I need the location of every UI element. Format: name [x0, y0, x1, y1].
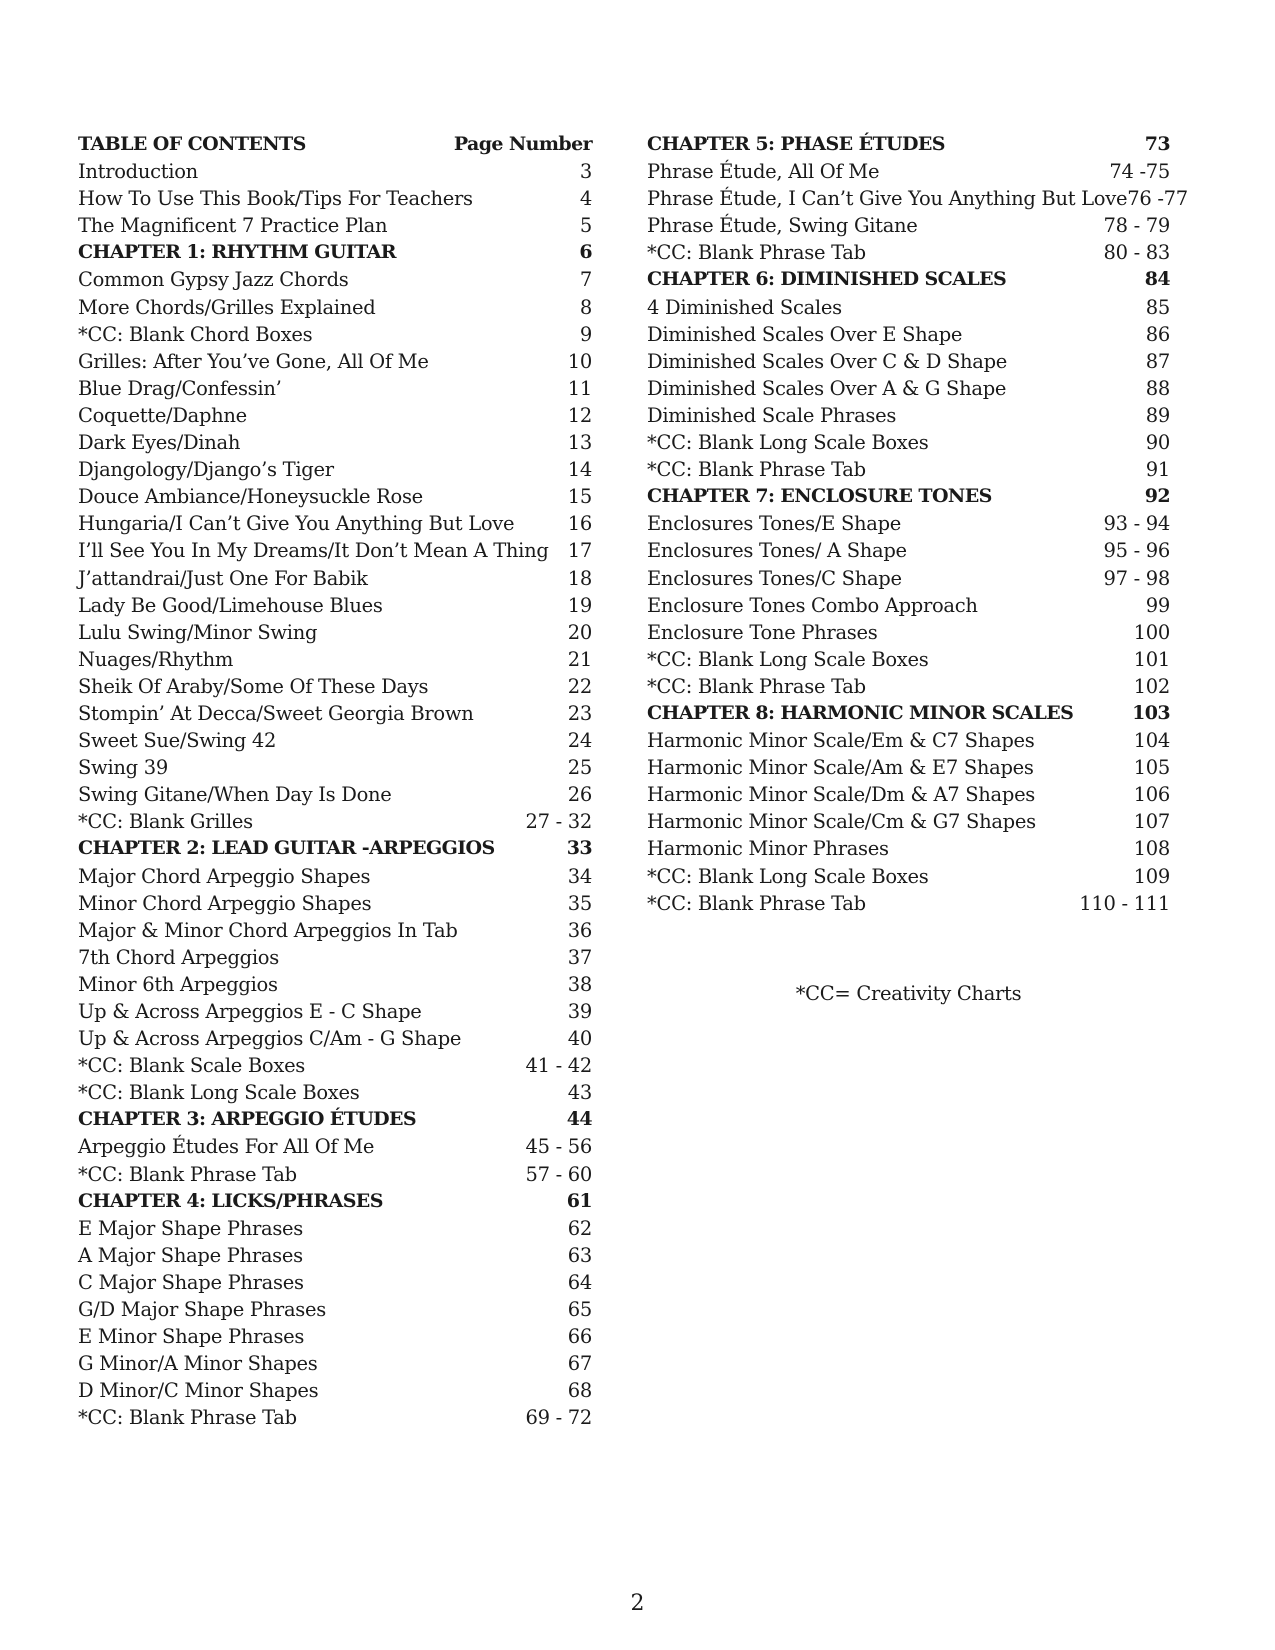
entry-page-number: 84	[1144, 268, 1170, 291]
entry-page-number: 86	[1145, 322, 1170, 346]
toc-right-column	[647, 131, 1188, 917]
toc-entry-row	[647, 835, 1170, 862]
chapter-title: CHAPTER 4: LICKS/PHRASES	[78, 1189, 383, 1212]
toc-chapter-row	[78, 835, 592, 862]
toc-entry-row	[647, 321, 1170, 348]
toc-left-list	[78, 158, 592, 1431]
entry-page-number: 85	[1145, 295, 1170, 319]
page-column-label: Page Number	[453, 133, 592, 155]
entry-page-number: 43	[567, 1081, 592, 1105]
entry-page-number: 24	[567, 729, 592, 753]
entry-title: *CC: Blank Phrase Tab	[647, 891, 866, 915]
entry-title: Major & Minor Chord Arpeggios In Tab	[78, 918, 458, 942]
toc-entry-row	[78, 700, 592, 727]
toc-entry-row	[78, 592, 592, 619]
toc-entry-row	[78, 808, 592, 835]
toc-entry-row	[647, 890, 1170, 917]
toc-entry-row	[78, 646, 592, 673]
entry-page-number: 3	[579, 160, 592, 184]
entry-page-number: 44	[566, 1108, 592, 1131]
entry-page-number: 11	[567, 376, 592, 400]
toc-entry-row	[78, 429, 592, 456]
entry-title: Swing 39	[78, 756, 168, 780]
entry-title: *CC: Blank Grilles	[78, 810, 253, 834]
entry-title: Enclosure Tones Combo Approach	[647, 593, 978, 617]
chapter-title: CHAPTER 3: ARPEGGIO ÉTUDES	[78, 1108, 417, 1131]
toc-entry-row	[647, 239, 1170, 266]
toc-entry-row	[78, 727, 592, 754]
entry-page-number: 35	[567, 891, 592, 915]
entry-title: D Minor/C Minor Shapes	[78, 1379, 319, 1403]
entry-title: Introduction	[78, 160, 198, 184]
entry-page-number: 78 - 79	[1103, 214, 1170, 238]
toc-entry-row	[78, 754, 592, 781]
entry-title: Coquette/Daphne	[78, 403, 247, 427]
entry-page-number: 27 - 32	[525, 810, 592, 834]
toc-entry-row	[647, 863, 1170, 890]
chapter-title: CHAPTER 8: HARMONIC MINOR SCALES	[647, 701, 1074, 724]
entry-page-number: 7	[579, 268, 592, 292]
entry-title: Lulu Swing/Minor Swing	[78, 620, 318, 644]
entry-title: 4 Diminished Scales	[647, 295, 842, 319]
toc-chapter-row	[647, 700, 1170, 727]
entry-title: Sweet Sue/Swing 42	[78, 729, 277, 753]
toc-footnote: *CC= Creativity Charts	[795, 982, 1022, 1005]
toc-entry-row	[78, 1377, 592, 1404]
entry-page-number: 93 - 94	[1103, 512, 1170, 536]
entry-page-number: 88	[1145, 376, 1170, 400]
entry-page-number: 14	[567, 458, 592, 482]
entry-page-number: 65	[567, 1298, 592, 1322]
entry-title: Harmonic Minor Scale/Em & C7 Shapes	[647, 729, 1035, 753]
entry-page-number: 37	[567, 945, 592, 969]
entry-title: *CC: Blank Long Scale Boxes	[647, 431, 929, 455]
entry-title: Enclosure Tone Phrases	[647, 620, 878, 644]
toc-entry-row	[78, 673, 592, 700]
entry-page-number: 73	[1144, 133, 1170, 155]
toc-entry-row	[647, 456, 1170, 483]
toc-entry-row	[647, 673, 1170, 700]
toc-entry-row	[78, 375, 592, 402]
entry-page-number: 12	[567, 403, 592, 427]
toc-entry-row	[78, 1215, 592, 1242]
toc-entry-row	[78, 402, 592, 429]
entry-title: *CC: Blank Phrase Tab	[78, 1162, 297, 1186]
entry-page-number: 19	[567, 593, 592, 617]
entry-title: More Chords/Grilles Explained	[78, 295, 376, 319]
toc-entry-row	[647, 619, 1170, 646]
entry-page-number: 62	[567, 1216, 592, 1240]
toc-chapter-row	[647, 483, 1170, 510]
entry-title: Swing Gitane/When Day Is Done	[78, 783, 392, 807]
entry-title: Up & Across Arpeggios C/Am - G Shape	[78, 1027, 462, 1051]
toc-entry-row	[78, 1079, 592, 1106]
entry-title: *CC: Blank Long Scale Boxes	[647, 864, 929, 888]
entry-page-number: 109	[1133, 864, 1170, 888]
toc-entry-row	[78, 1161, 592, 1188]
toc-entry-row	[78, 1052, 592, 1079]
entry-title: Major Chord Arpeggio Shapes	[78, 864, 371, 888]
entry-page-number: 100	[1133, 620, 1170, 644]
toc-entry-row	[647, 754, 1170, 781]
entry-page-number: 106	[1133, 783, 1170, 807]
entry-title: *CC: Blank Phrase Tab	[647, 241, 866, 265]
entry-page-number: 80 - 83	[1103, 241, 1170, 265]
entry-page-number: 69 - 72	[525, 1406, 592, 1430]
entry-title: Grilles: After You’ve Gone, All Of Me	[78, 349, 429, 373]
entry-page-number: 40	[567, 1027, 592, 1051]
toc-entry-row	[78, 863, 592, 890]
toc-entry-row	[647, 727, 1170, 754]
entry-title: The Magnificent 7 Practice Plan	[78, 214, 388, 238]
entry-title: I’ll See You In My Dreams/It Don’t Mean A Thing	[78, 539, 549, 563]
entry-title: Harmonic Minor Scale/Cm & G7 Shapes	[647, 810, 1036, 834]
entry-title: Phrase Étude, Swing Gitane	[647, 214, 918, 238]
entry-title: Minor Chord Arpeggio Shapes	[78, 891, 372, 915]
toc-entry-row	[78, 510, 592, 537]
entry-page-number: 107	[1133, 810, 1170, 834]
entry-page-number: 34	[567, 864, 592, 888]
toc-chapter-row	[78, 1188, 592, 1215]
toc-entry-row	[78, 456, 592, 483]
entry-page-number: 13	[567, 431, 592, 455]
toc-entry-row	[647, 294, 1170, 321]
entry-title: E Minor Shape Phrases	[78, 1325, 305, 1349]
entry-title: *CC: Blank Phrase Tab	[78, 1406, 297, 1430]
toc-entry-row	[647, 646, 1170, 673]
entry-page-number: 15	[567, 485, 592, 509]
entry-page-number: 76 -77	[1127, 187, 1188, 211]
chapter-title: CHAPTER 5: PHASE ÉTUDES	[647, 133, 945, 155]
entry-title: Enclosures Tones/ A Shape	[647, 539, 907, 563]
entry-page-number: 87	[1145, 349, 1170, 373]
entry-title: Up & Across Arpeggios E - C Shape	[78, 1000, 422, 1023]
toc-entry-row	[78, 1323, 592, 1350]
entry-title: *CC: Blank Scale Boxes	[78, 1054, 306, 1078]
toc-entry-row	[647, 348, 1170, 375]
toc-entry-row	[78, 212, 592, 239]
entry-page-number: 17	[567, 539, 592, 563]
entry-title: Harmonic Minor Scale/Am & E7 Shapes	[647, 756, 1034, 780]
entry-page-number: 5	[579, 214, 592, 238]
toc-entry-row	[647, 781, 1170, 808]
entry-page-number: 68	[567, 1379, 592, 1403]
toc-left-column	[78, 131, 592, 1432]
toc-entry-row	[78, 321, 592, 348]
entry-page-number: 67	[567, 1352, 592, 1376]
toc-entry-row	[78, 185, 592, 212]
toc-entry-row	[647, 808, 1170, 835]
entry-page-number: 33	[566, 837, 592, 860]
toc-entry-row	[78, 348, 592, 375]
toc-entry-row	[647, 185, 1188, 212]
entry-title: Minor 6th Arpeggios	[78, 972, 278, 996]
entry-page-number: 103	[1132, 701, 1170, 724]
entry-page-number: 36	[567, 918, 592, 942]
toc-entry-row	[78, 890, 592, 917]
entry-title: *CC: Blank Long Scale Boxes	[647, 647, 929, 671]
entry-title: 7th Chord Arpeggios	[78, 945, 279, 969]
entry-title: Phrase Étude, I Can’t Give You Anything But Love	[647, 187, 1128, 211]
toc-entry-row	[647, 565, 1170, 592]
entry-title: Diminished Scales Over A & G Shape	[647, 376, 1007, 400]
toc-entry-row	[647, 158, 1170, 185]
toc-entry-row	[647, 402, 1170, 429]
toc-entry-row	[647, 510, 1170, 537]
toc-chapter-row	[647, 131, 1170, 158]
entry-page-number: 104	[1133, 729, 1170, 753]
toc-header-row	[78, 131, 592, 158]
entry-title: *CC: Blank Long Scale Boxes	[78, 1081, 360, 1105]
entry-title: C Major Shape Phrases	[78, 1270, 304, 1294]
toc-entry-row	[78, 944, 592, 971]
toc-entry-row	[78, 1269, 592, 1296]
entry-page-number: 92	[1144, 485, 1170, 508]
toc-entry-row	[647, 537, 1170, 564]
entry-page-number: 64	[567, 1270, 592, 1294]
entry-page-number: 74 -75	[1109, 160, 1170, 184]
toc-entry-row	[78, 1296, 592, 1323]
toc-right-list	[647, 131, 1188, 917]
entry-title: *CC: Blank Phrase Tab	[647, 458, 866, 482]
chapter-title: CHAPTER 7: ENCLOSURE TONES	[647, 485, 992, 508]
entry-page-number: 99	[1145, 593, 1170, 617]
entry-title: Diminished Scales Over E Shape	[647, 322, 963, 346]
entry-title: E Major Shape Phrases	[78, 1216, 303, 1240]
toc-entry-row	[78, 971, 592, 998]
entry-page-number: 4	[579, 187, 592, 211]
entry-title: Stompin’ At Decca/Sweet Georgia Brown	[78, 701, 474, 725]
toc-entry-row	[78, 998, 592, 1025]
toc-chapter-row	[78, 239, 592, 266]
entry-title: Hungaria/I Can’t Give You Anything But Love	[78, 512, 515, 536]
entry-page-number: 25	[567, 756, 592, 780]
entry-title: Diminished Scales Over C & D Shape	[647, 349, 1008, 373]
entry-page-number: 66	[567, 1325, 592, 1349]
entry-title: Phrase Étude, All Of Me	[647, 160, 880, 184]
entry-page-number: 41 - 42	[525, 1054, 592, 1078]
entry-title: Blue Drag/Confessin’	[78, 376, 282, 400]
entry-page-number: 6	[579, 241, 592, 264]
toc-entry-row	[647, 592, 1170, 619]
entry-title: Enclosures Tones/E Shape	[647, 512, 902, 536]
page-number: 2	[630, 1591, 645, 1616]
toc-entry-row	[78, 1025, 592, 1052]
chapter-title: CHAPTER 1: RHYTHM GUITAR	[78, 241, 396, 264]
toc-entry-row	[78, 917, 592, 944]
toc-entry-row	[78, 266, 592, 293]
entry-page-number: 8	[579, 295, 592, 319]
entry-page-number: 20	[567, 620, 592, 644]
entry-title: Harmonic Minor Phrases	[647, 837, 889, 861]
entry-page-number: 9	[579, 322, 592, 346]
entry-title: G/D Major Shape Phrases	[78, 1298, 326, 1322]
entry-page-number: 102	[1133, 674, 1170, 698]
toc-entry-row	[78, 619, 592, 646]
entry-title: *CC: Blank Chord Boxes	[78, 322, 313, 346]
toc-entry-row	[647, 429, 1170, 456]
toc-entry-row	[78, 565, 592, 592]
entry-title: Diminished Scale Phrases	[647, 403, 897, 427]
entry-page-number: 101	[1133, 647, 1170, 671]
entry-page-number: 89	[1145, 403, 1170, 427]
entry-page-number: 22	[567, 674, 592, 698]
toc-entry-row	[78, 158, 592, 185]
entry-page-number: 26	[567, 783, 592, 807]
entry-page-number: 39	[567, 1000, 592, 1023]
entry-page-number: 61	[566, 1189, 592, 1212]
toc-entry-row	[78, 781, 592, 808]
entry-page-number: 90	[1145, 431, 1170, 455]
entry-page-number: 91	[1145, 458, 1170, 482]
entry-page-number: 21	[567, 647, 592, 671]
chapter-title: CHAPTER 2: LEAD GUITAR -ARPEGGIOS	[78, 837, 495, 860]
entry-title: A Major Shape Phrases	[78, 1243, 303, 1267]
entry-page-number: 18	[567, 566, 592, 590]
toc-heading: TABLE OF CONTENTS	[78, 133, 306, 155]
toc-entry-row	[78, 1242, 592, 1269]
entry-title: Arpeggio Études For All Of Me	[78, 1135, 375, 1159]
entry-title: Douce Ambiance/Honeysuckle Rose	[78, 485, 423, 509]
toc-entry-row	[78, 537, 592, 564]
entry-title: Enclosures Tones/C Shape	[647, 566, 902, 590]
entry-page-number: 10	[567, 349, 592, 373]
entry-title: Lady Be Good/Limehouse Blues	[78, 593, 383, 617]
entry-title: How To Use This Book/Tips For Teachers	[78, 187, 473, 211]
entry-page-number: 97 - 98	[1103, 566, 1170, 590]
toc-entry-row	[647, 212, 1170, 239]
toc-entry-row	[78, 1404, 592, 1431]
entry-title: Djangology/Django’s Tiger	[78, 458, 334, 482]
entry-page-number: 23	[567, 701, 592, 725]
entry-page-number: 57 - 60	[525, 1162, 592, 1186]
entry-title: Harmonic Minor Scale/Dm & A7 Shapes	[647, 783, 1036, 807]
entry-title: Sheik Of Araby/Some Of These Days	[78, 674, 429, 698]
entry-title: J’attandrai/Just One For Babik	[78, 566, 368, 590]
toc-chapter-row	[78, 1106, 592, 1133]
toc-entry-row	[78, 1133, 592, 1160]
chapter-title: CHAPTER 6: DIMINISHED SCALES	[647, 268, 1007, 291]
entry-page-number: 63	[567, 1243, 592, 1267]
toc-entry-row	[78, 294, 592, 321]
entry-title: Common Gypsy Jazz Chords	[78, 268, 349, 292]
toc-entry-row	[78, 1350, 592, 1377]
entry-title: G Minor/A Minor Shapes	[78, 1352, 318, 1376]
toc-entry-row	[78, 483, 592, 510]
toc-entry-row	[647, 375, 1170, 402]
entry-page-number: 95 - 96	[1103, 539, 1170, 563]
entry-page-number: 45 - 56	[525, 1135, 592, 1159]
entry-page-number: 108	[1133, 837, 1170, 861]
entry-page-number: 16	[567, 512, 592, 536]
entry-page-number: 110 - 111	[1079, 891, 1170, 915]
entry-title: Dark Eyes/Dinah	[78, 431, 241, 455]
entry-page-number: 38	[567, 972, 592, 996]
entry-title: *CC: Blank Phrase Tab	[647, 674, 866, 698]
toc-chapter-row	[647, 266, 1170, 293]
entry-page-number: 105	[1133, 756, 1170, 780]
entry-title: Nuages/Rhythm	[78, 647, 234, 671]
